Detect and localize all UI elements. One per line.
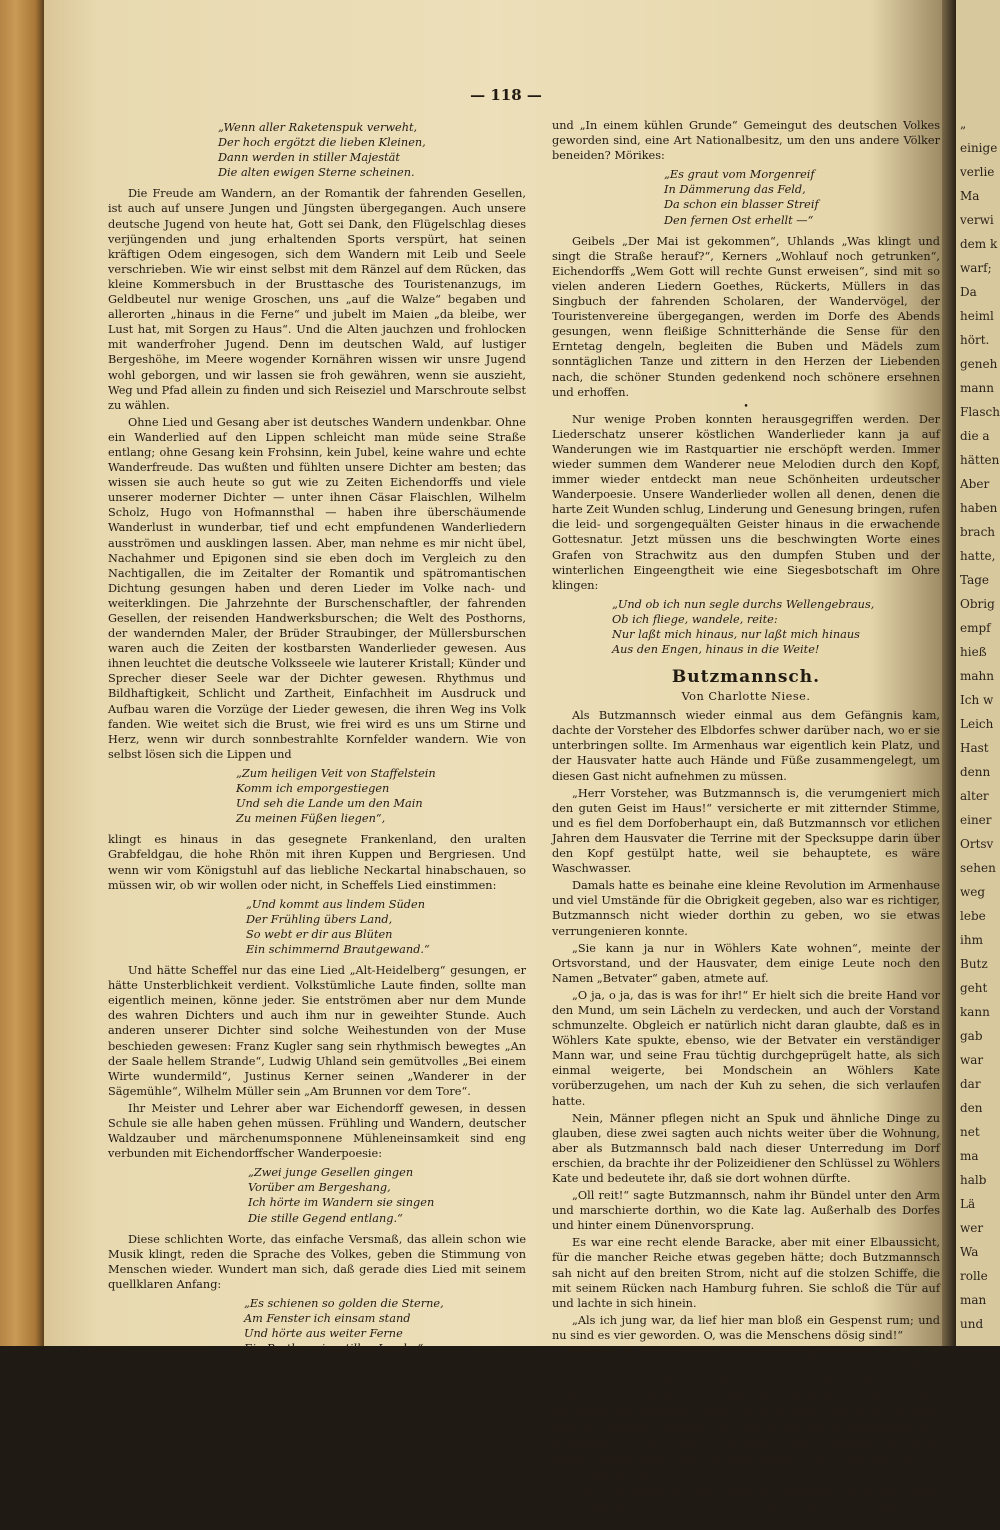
- next-page-fragment: einige: [960, 141, 998, 155]
- poem-line: Ob ich fliege, wandele, reite:: [612, 612, 778, 626]
- story-title: Butzmannsch.: [671, 667, 821, 688]
- paragraph: „Herr Vorsteher, was Butzmannsch is, die verumgeniert mich den guten Geist im Haus!“ versicherte er mit zitternder Stimme, und es fiel dem Dorfoberhaupt ein, daß Butzmannsch vor etlichen Jahren dem Hausvater die Terrine mit der Specksuppe darin über den Kopf gestülpt hatte, weil sie behauptete, es wäre Waschwasser.: [552, 786, 940, 876]
- poem-line: Ein schimmernd Brautgewand.“: [246, 942, 430, 956]
- next-page-fragment: war: [960, 1053, 984, 1067]
- paragraph: Hieraus sieht man, daß Butzmannsch nicht recht an die vier Gespenster glaubte, die bei Mondenschein auf dem Dach der Hütte sitzen und laut schreien sollten. Es sollten die Seelen von vier Seeleuten sein, die ihren Kapitän ermordet hatten und dann selbst im Sturm umgekommen waren. So berichteten die Dorfbewohner, und alle Fremden glaubten die Geschichte mit Haarsträuben; nur Butzmannsch schien anderer Ansicht zu sein. Obgleich gerade sie wegen Kurpfuscherei und Zauberei immer wieder mit dem Gericht zu tun gehabt hatte.: [552, 1346, 940, 1480]
- poem-line: Und seh die Lande um den Main: [236, 797, 423, 811]
- poem-line: „Und kommt aus lindem Süden: [246, 897, 426, 911]
- next-page-fragment: alter: [960, 789, 989, 803]
- next-page-fragment: heiml: [960, 309, 994, 323]
- paragraph: Diese schlichten Worte, das einfache Versmaß, das allein schon wie Musik klingt, reden die Sprache des Volkes, geben die Stimmung von Menschen wieder. Wundert man sich, daß gerade dies Lied mit seinem quellklaren Anfang:: [108, 1232, 526, 1291]
- next-page-fragment: rolle: [960, 1269, 988, 1283]
- next-page-fragment: und: [960, 1317, 984, 1331]
- next-page-fragment: dar: [960, 1077, 981, 1091]
- next-page-fragment: Tage: [960, 573, 990, 587]
- poem-line: Ein Posthorn im stillen Land...“: [244, 1342, 424, 1356]
- poem-sterne: [108, 1296, 526, 1356]
- paragraph: Als Butzmannsch wieder einmal aus dem Gefängnis kam, dachte der Vorsteher des Elbdorfes schwer darüber nach, wo er sie unterbringen sollte. Im Armenhaus war eigentlich kein Platz, und der Hausvater hatte auch Hände und Füße zusammengelegt, um diesen Gast nicht aufnehmen zu müssen.: [552, 709, 940, 783]
- paragraph: Nur wenige Proben konnten herausgegriffen werden. Der Liederschatz unserer köstlichen Wanderlieder kann ja auf Wanderungen wie im Rastquartier nie erschöpft werden. Immer wieder summen dem Wanderer neue Melodien durch den Kopf, immer wieder entdeckt man neue Schönheiten urdeutscher Wanderpoesie. Unsere Wanderlieder wollen all denen, denen die harte Zeit Wunden schlug, Linderung und Genesung bringen, rufen die leid- und sorgengequälten Geister hinaus in die erwachende Gottesnatur. Jetzt müssen uns die beschwingten Worte eines Grafen von Strachwitz aus den dumpfen Stuben und der winterlichen Eingeengtheit wie eine Siegesbotschaft im Ohre klingen:: [552, 412, 940, 592]
- poem-line: Der Frühling übers Land,: [246, 912, 393, 926]
- poem-line: In Dämmerung das Feld,: [664, 183, 806, 197]
- story-author: Von Charlotte Niese.: [681, 690, 811, 704]
- next-page-fragment: Da: [960, 285, 977, 299]
- next-page-fragment: verwi: [960, 213, 994, 227]
- paragraph: Nein, Männer pflegen nicht an Spuk und ähnliche Dinge zu glauben, diese zwei sagten auch nichts weiter über die Wohnung, aber als Butzmannsch bald nach dieser Unterredung im Dorf erschien, da brachte ihr der Polizeidiener den Schlüssel zu Wöhlers Kate und bedeutete ihr, daß sie dort wohnen dürfte.: [552, 1111, 941, 1185]
- next-page-fragment: lebe: [960, 909, 986, 923]
- next-page-fragment: mann: [960, 381, 994, 395]
- next-page-fragment: sehen: [960, 861, 996, 875]
- next-page-fragment: empf: [960, 621, 991, 635]
- poem-line: So webt er dir aus Blüten: [246, 927, 393, 941]
- poem-strachwitz: [552, 597, 940, 657]
- poem-line: „Zwei junge Gesellen gingen: [248, 1166, 414, 1180]
- next-page-fragment: net: [960, 1125, 980, 1139]
- next-page-fragment: „: [960, 117, 967, 131]
- poem-line: Zu meinen Füßen liegen“,: [236, 812, 386, 826]
- poem-line: Da schon ein blasser Streif: [664, 198, 819, 212]
- next-page-fragment: Ich w: [960, 693, 994, 707]
- poem-line: Aus den Engen, hinaus in die Weite!: [612, 643, 820, 657]
- paragraph: „Sie kann ja nur in Wöhlers Kate wohnen“, meinte der Ortsvorstand, und der Hausvater, dem einige Leute noch den Namen „Betvater“ gaben, atmete auf.: [552, 941, 940, 985]
- paragraph: Ihr Meister und Lehrer aber war Eichendorff gewesen, in dessen Schule sie alle haben gehen müssen. Frühling und Wandern, deutscher Waldzauber und märchenumsponnene Mühleneinsamkeit sind eng verbunden mit Eichendorffscher Wanderpoesie:: [108, 1101, 526, 1161]
- next-page-fragment: verlie: [960, 165, 995, 179]
- next-page-fragment: ma: [960, 1149, 979, 1163]
- poem-line: Und hörte aus weiter Ferne: [244, 1327, 403, 1341]
- poem-gesellen: [108, 1165, 526, 1225]
- next-page-fragment: Butz: [960, 957, 988, 971]
- poem-moerike: [552, 167, 940, 227]
- next-page-fragment: Ortsv: [960, 837, 994, 851]
- poem-line: Den fernen Ost erhellt —“: [664, 213, 814, 227]
- poem-line: Vorüber am Bergeshang,: [248, 1181, 391, 1195]
- paragraph: klingt es hinaus in das gesegnete Frankenland, den uralten Grabfeldgau, die hohe Rhön mit ihren Kuppen und Bergriesen. Und wenn wir vom Königstuhl auf das liebliche Neckartal hinabschauen, so müssen wir, ob wir wollen oder nicht, in Scheffels Lied einstimmen:: [108, 833, 526, 892]
- paragraph: Die Freude am Wandern, an der Romantik der fahrenden Gesellen, ist auch auf unsere Jungen und Jüngsten übergegangen. Auch unsere deutsche Jugend von heute hat, Gott sei Dank, den Flügelschlag dieses verjüngenden und jung erhaltenden Sports verspürt, hat seinen kräftigen Odem eingesogen, sich dem Wandern mit Leib und Seele verschrieben. Wie wir einst selbst mit dem Ränzel auf dem Rücken, das kleine Kommersbuch in der Brusttasche des Touristenanzugs, im Geldbeutel nur wenige Groschen, uns „auf die Walze“ begaben und allerorten „hinaus in die Ferne“ und jubelt im Maien „da bleibe, wer Lust hat, mit Sorgen zu Haus“. Und die Alten jauchzen und frohlocken mit wanderfroher Jugend. Denn im deutschen Wald, auf lustiger Bergeshöhe, im Meere wogender Kornähren wissen wir unsre Jugend wohl geborgen, und wir lassen sie froh gewähren, wenn sie auszieht, Weg und Pfad allein zu finden und sich Reiseziel und Marschroute selbst zu wählen.: [108, 187, 526, 412]
- poem-line: Am Fenster ich einsam stand: [244, 1312, 411, 1326]
- paragraph: „Oll reit!“ sagte Butzmannsch, nahm ihr Bündel unter den Arm und marschierte dorthin, wo die Kate lag. Außerhalb des Dorfes und hinter einem Dünenvorsprung.: [552, 1189, 940, 1233]
- book-binding: [0, 0, 44, 1346]
- next-page-fragment: Leich: [960, 717, 994, 731]
- poem-fireworks: [108, 120, 526, 180]
- next-page-fragment: hört.: [960, 333, 990, 347]
- next-page-fragment: halb: [960, 1173, 987, 1187]
- poem-line: Dann werden in stiller Majestät: [218, 151, 400, 165]
- poem-staffelstein: [108, 766, 526, 826]
- paragraph: „Als ich jung war, da lief hier man bloß ein Gespenst rum; und nu sind es vier geworden. O, was die Menschens dösig sind!“: [552, 1313, 940, 1342]
- book-page: [44, 0, 942, 1528]
- poem-line: „Wenn aller Raketenspuk verweht,: [218, 121, 418, 134]
- paragraph: und „In einem kühlen Grunde“ Gemeingut des deutschen Volkes geworden sind, eine Art Nationalbesitz, um den uns andere Völker beneiden? Mörikes:: [552, 119, 940, 163]
- next-page-fragment: Aber: [960, 477, 990, 491]
- poem-line: „Zum heiligen Veit von Staffelstein: [236, 766, 436, 780]
- next-page-fragment: man: [960, 1293, 987, 1307]
- next-page-fragment: denn: [960, 765, 991, 779]
- next-page-fragment: gab: [960, 1029, 983, 1043]
- next-page-fragment: hätten: [960, 453, 1000, 467]
- next-page-fragment: hatte,: [960, 549, 996, 563]
- poem-line: Ich hörte im Wandern sie singen: [248, 1196, 435, 1210]
- paragraph: Es war eine recht elende Baracke, aber mit einer Elbaussicht, für die mancher Reiche etwas gegeben hätte; doch Butzmannsch sah nicht auf den breiten Strom, nicht auf die stolzen Schiffe, die mit seinem Rücken nach Hamburg fuhren. Sie schloß die Tür auf und lachte in sich hinein.: [552, 1236, 940, 1310]
- next-page-fragment: brach: [960, 525, 996, 539]
- next-page-fragment: die a: [960, 429, 990, 443]
- page-number: — 118 —: [470, 86, 542, 104]
- next-page-fragment: Wa: [960, 1245, 979, 1259]
- paragraph: Ohne Lied und Gesang aber ist deutsches Wandern undenkbar. Ohne ein Wanderlied auf den Lippen schleicht man müde seine Straße entlang; ohne Gesang kein Frohsinn, kein Jubel, keine wahre und echte Wanderfreude. Das wußten und fühlten unsere Dichter am besten; das wissen sie auch heute so gut wie zu Zeiten Eichendorffs und viele unserer moderner Dichter — unter ihnen Cäsar Flaischlen, Wilhelm Scholz, Hugo von Hofmannsthal — haben ihre überschäumende Wanderlust in wunderbar, tief und echt empfundenen Wanderliedern ausströmen und ausklingen lassen. Aber, man nehme es mir nicht übel, Nachahmer und Epigonen sind sie eben doch im Vergleich zu den Nachtigallen, die im Zeitalter der Romantik und spätromantischen Dichtung gesungen haben und deren Lieder im Volke nach- und weiterklingen. Die Jahrzehnte der Burschenschaftler, der fahrenden Gesellen, der reisenden Handwerksburschen; die Welt des Posthorns, der wandernden Maler, der Brüder Straubinger, der Müllersburschen waren auch die Zeiten der kostbarsten Wanderlieder gewesen. Aus ihnen leuchtet die deutsche Volksseele wie lauterer Kristall; Künder und Sprecher dieser Seele war der Dichter gewesen. Rhythmus und Bildhaftigkeit, Schlicht und Zartheit, Einfachheit im Ausdruck und Aufbau waren die Vorzüge der Lieder gewesen, die ihren Weg ins Volk fanden. Wie weitet sich die Brust, wie frei wird es uns um Stirne und Herz, wenn wir durch sonnbestrahlte Kornfelder wandern. Wie von selbst lösen sich die Lippen und: [108, 415, 526, 761]
- poem-line: „Es schienen so golden die Sterne,: [244, 1297, 444, 1311]
- poem-line: Komm ich emporgestiegen: [236, 782, 390, 796]
- next-page-fragment: geht: [960, 981, 988, 995]
- poem-line: „Und ob ich nun segle durchs Wellengebraus,: [612, 597, 875, 611]
- paragraph: Geibels „Der Mai ist gekommen“, Uhlands „Was klingt und singt die Straße herauf?“, Kerners „Wohlauf noch getrunken“, Eichendorffs „Wem Gott will rechte Gunst erweisen“, sind mit so vielen anderen Liedern Goethes, Rückerts, Müllers in das Singbuch der fahrenden Scholaren, der Wandervögel, der Touristenvereine übergegangen, werden im Dorfe des Abends gesungen, wenn fleißige Schnitterhände die Sense für den Erntetag dengeln, begleiten die Buben und Mädels zum sonntäglichen Tanze und zittern in den Herzen der Liebenden nach, die schöner Stunden gedenkend noch schönere ersehnen und erhoffen.: [552, 234, 940, 399]
- next-page-fragment: wer: [960, 1221, 984, 1235]
- next-page-fragment: Hast: [960, 741, 989, 755]
- next-page-fragment: ihm: [960, 933, 983, 947]
- poem-line: Die alten ewigen Sterne scheinen.: [218, 166, 415, 180]
- paragraph: „O ja, o ja, das is was for ihr!“ Er hielt sich die breite Hand vor den Mund, um sein Lächeln zu verdecken, und auch der Vorstand schmunzelte. Obgleich er natürlich nicht daran glaubte, daß es in Wöhlers Kate spukte, ebenso, wie der Betvater ein verständiger Mann war, und seine Frau tüchtig durchgeprügelt hatte, als sich einmal weigerte, bei Mondschein an Wöhlers Kate vorüberzugehen, um nach der Kuh zu sehen, die sich verlaufen hatte.: [552, 988, 940, 1108]
- next-page-edge: [956, 0, 1000, 1346]
- section-separator: •: [743, 401, 749, 412]
- paragraph: Damals hatte es beinahe eine kleine Revolution im Armenhause und viel Umstände für die Obrigkeit gegeben, also war es richtiger, Butzmannsch nicht wieder dorthin zu geben, wo sie etwas verrungenieren konnte.: [552, 879, 940, 938]
- poem-line: Nur laßt mich hinaus, nur laßt mich hinaus: [612, 628, 860, 641]
- poem-scheffel: [108, 897, 526, 957]
- next-page-fragment: hieß: [960, 645, 987, 659]
- next-page-fragment: Obrig: [960, 597, 995, 611]
- right-column: [552, 118, 940, 1530]
- paragraph: Und hätte Scheffel nur das eine Lied „Alt-Heidelberg“ gesungen, er hätte Unsterblichkeit verdient. Volkstümliche Laute finden, sollte man eigentlich meinen, könne jeder. Sie entströmen aber nur dem Munde des wahren Dichters und auch ihm nur in geweihter Stunde. Auch anderen unserer Dichter sind solche Weihestunden von der Muse beschieden gewesen: Franz Kugler sang sein rhythmisch bewegtes „An der Saale hellem Strande“, Ludwig Uhland sein gemütvolles „Bei einem Wirte wundermild“, Justinus Kerner seinen „Wanderer in der Sägemühle“, Wilhelm Müller sein „Am Brunnen vor dem Tore“.: [108, 964, 526, 1098]
- page-gutter: [942, 0, 956, 1346]
- next-page-fragment: weg: [960, 885, 986, 899]
- next-page-fragment: haben: [960, 501, 998, 515]
- poem-line: „Es graut vom Morgenreif: [664, 168, 815, 182]
- poem-line: Die stille Gegend entlang.“: [248, 1211, 403, 1225]
- next-page-fragment: kann: [960, 1005, 990, 1019]
- poem-line: Der hoch ergötzt die lieben Kleinen,: [218, 136, 426, 150]
- next-page-fragment: geneh: [960, 357, 998, 371]
- next-page-fragment: einer: [960, 813, 992, 827]
- next-page-fragment: mahn: [960, 669, 994, 683]
- next-page-fragment: den: [960, 1101, 983, 1115]
- next-page-fragment: Ma: [960, 189, 980, 203]
- next-page-fragment: warf;: [960, 261, 992, 275]
- next-page-fragment: Lä: [960, 1197, 976, 1211]
- next-page-fragment: dem k: [960, 237, 998, 251]
- next-page-fragment: Flasch: [960, 405, 1000, 419]
- paragraph: Schon mancher Richter hatte sie ermahnt, doch von ihrem sonderbaren Gewerbe zu lassen, und sie hörte auch immer auf seine Worte.: [552, 1483, 940, 1528]
- left-column: [108, 118, 526, 1362]
